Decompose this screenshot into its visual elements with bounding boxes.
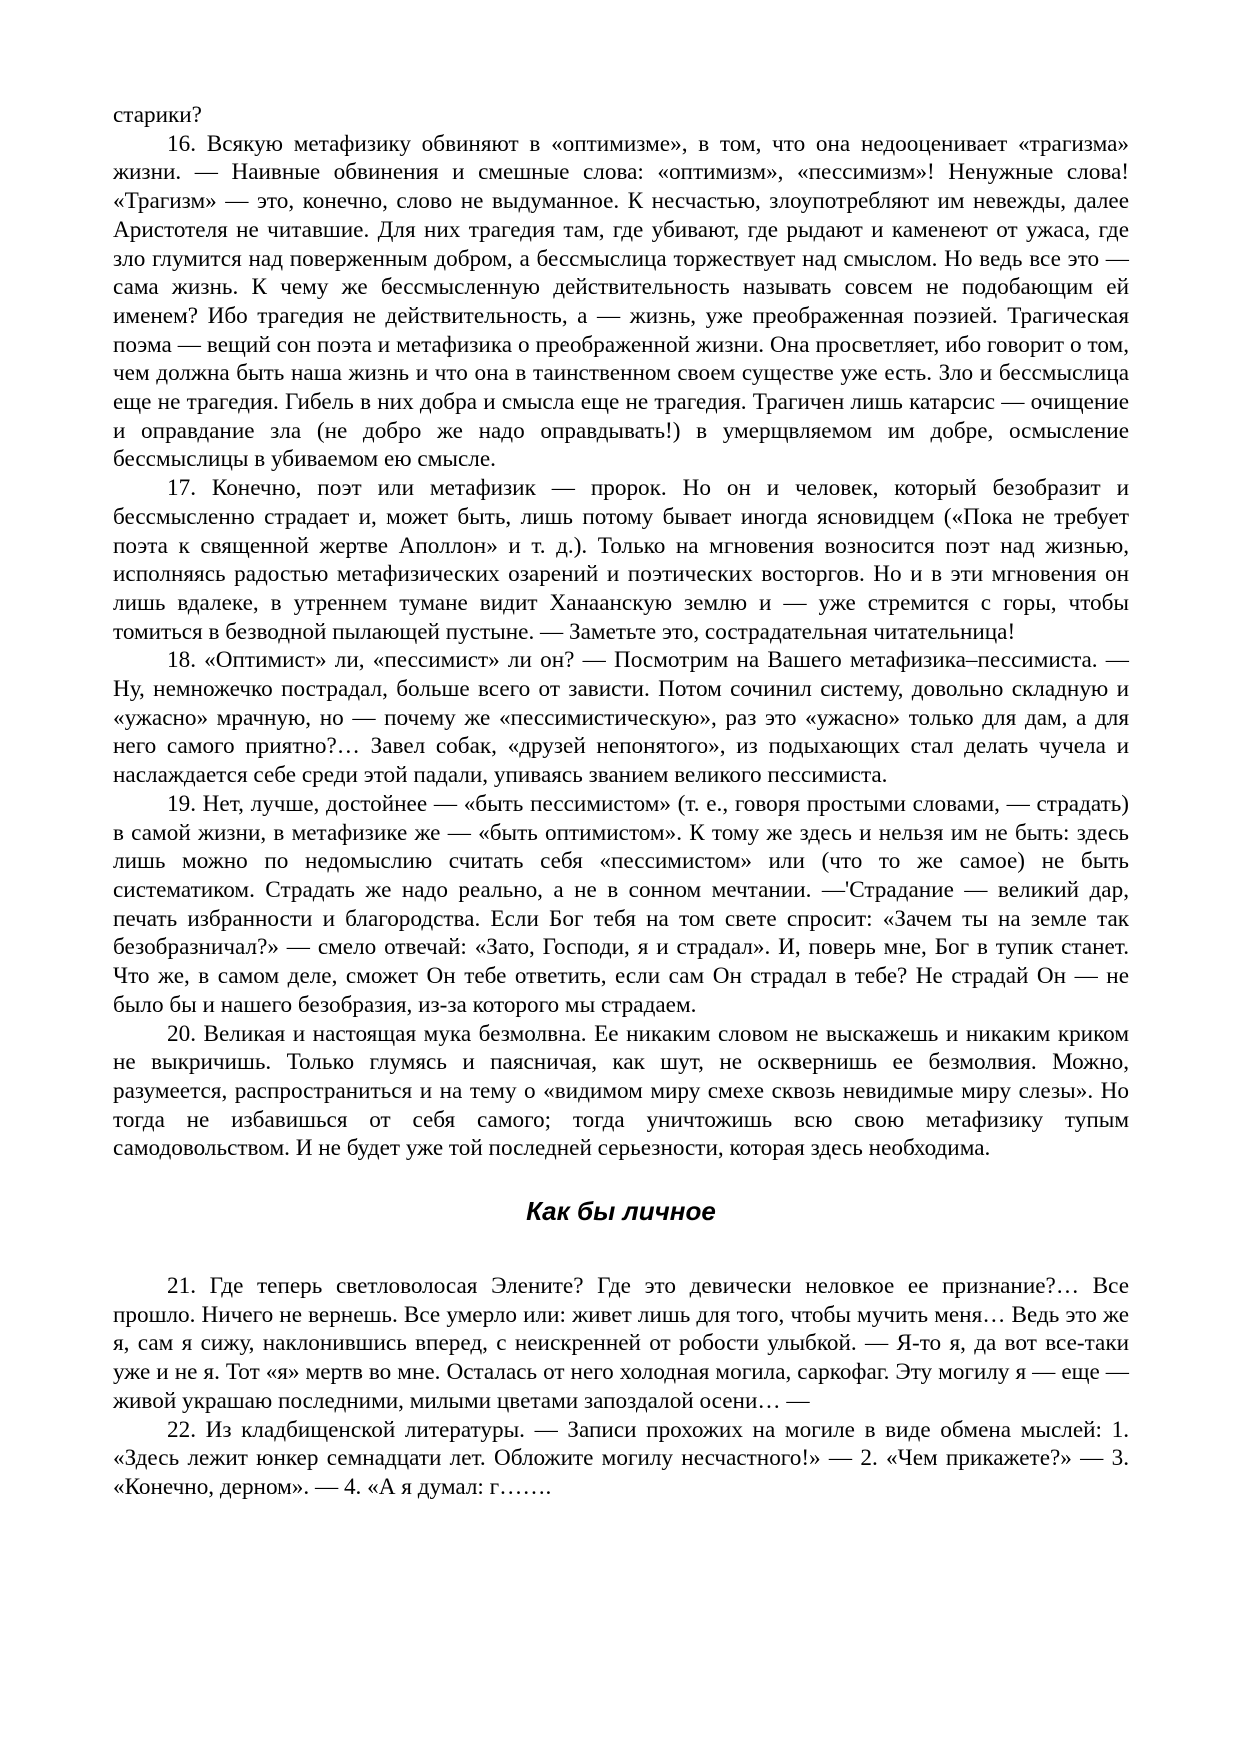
paragraph-17: 17. Конечно, поэт или метафизик — пророк. Но он и человек, который безобразит и бессмысленно страдает и, может быть, лишь потому бывает иногда ясновидцем («Пока не требует поэта к священной жертве Аполлон» и т. д.). Только на мгновения возносится поэт над жизнью, исполняясь радостью метафизических озарений и поэтических восторгов. Но и в эти мгновения он лишь вдалеке, в утреннем тумане видит Ханаанскую землю и — уже стремится с горы, чтобы томиться в безводной пылающей пустыне. — Заметьте это, сострадательная читательница! [113,475,1129,645]
document-page [113,101,1129,1502]
paragraph-22: 22. Из кладбищенской литературы. — Записи прохожих на могиле в виде обмена мыслей: 1. «Здесь лежит юнкер семнадцати лет. Обложите могилу несчастного!» — 2. «Чем прикажете?» — 3. «Конечно, дерном». — 4. «А я думал: г……. [113,1416,1129,1500]
paragraph-18: 18. «Оптимист» ли, «пессимист» ли он? — Посмотрим на Вашего метафизика–пессимиста. — Ну, немножечко пострадал, больше всего от зависти. Потом сочинил систему, довольно складную и «ужасно» мрачную, но — почему же «пессимистическую», раз это «ужасно» только для дам, а для него самого приятно?… Завел собак, «друзей непонятого», из подыхающих стал делать чучела и наслаждается себе среди этой падали, упиваясь званием великого пессимиста. [113,647,1129,789]
paragraph-21: 21. Где теперь светловолосая Элените? Где это девически неловкое ее признание?… Все прошло. Ничего не вернешь. Все умерло или: живет лишь для того, чтобы мучить меня… Ведь это же я, сам я сижу, наклонившись вперед, с неискренней от робости улыбкой. — Я-то я, да вот все-таки уже и не я. Тот «я» мертв во мне. Осталась от него холодная могила, саркофаг. Эту могилу я — еще — живой украшаю последними, милыми цветами запоздалой осени… — [113,1273,1129,1414]
section-heading: Как бы личное [526,1196,716,1227]
paragraph-16: 16. Всякую метафизику обвиняют в «оптимизме», в том, что она недооценивает «трагизма» жизни. — Наивные обвинения и смешные слова: «оптимизм», «пессимизм»! Ненужные слова! «Трагизм» — это, конечно, слово не выдуманное. К несчастью, злоупотребляют им невежды, далее Аристотеля не читавшие. Для них трагедия там, где убивают, где рыдают и каменеют от ужаса, где зло глумится над поверженным добром, а бессмыслица торжествует над смыслом. Но ведь все это — сама жизнь. К чему же бессмысленную действительность называть совсем не подобающим ей именем? Ибо трагедия не действительность, а — жизнь, уже преображенная поэзией. Трагическая поэма — вещий сон поэта и метафизика о преображенной жизни. Она просветляет, ибо говорит о том, чем должна быть наша жизнь и что она в таинственном своем существе уже есть. Зло и бессмыслица еще не трагедия. Гибель в них добра и смысла еще не трагедия. Трагичен лишь катарсис — очищение и оправдание зла (не добро же надо оправдывать!) в умерщвляемом им добре, осмысление бессмыслицы в убиваемом ею смысле. [113,130,1129,473]
paragraph-20: 20. Великая и настоящая мука безмолвна. Ее никаким словом не выскажешь и никаким криком не выкричишь. Только глумясь и паясничая, как шут, не осквернишь ее безмолвия. Можно, разумеется, распространиться и на тему о «видимом миру смехе сквозь невидимые миру слезы». Но тогда не избавишься от себя самого; тогда уничтожишь всю свою метафизику тупым самодовольством. И не будет уже той последней серьезности, которая здесь необходима. [113,1020,1129,1162]
opening-fragment: старики? [113,102,202,128]
paragraph-19: 19. Нет, лучше, достойнее — «быть пессимистом» (т. е., говоря простыми словами, — страдать) в самой жизни, в метафизике же — «быть оптимистом». К тому же здесь и нельзя им не быть: здесь лишь можно по недомыслию считать себя «пессимистом» или (что то же самое) не быть систематиком. Страдать же надо реально, а не в сонном мечтании. —'Страдание — великий дар, печать избранности и благородства. Если Бог тебя на том свете спросит: «Зачем ты на земле так безобразничал?» — смело отвечай: «Зато, Господи, я и страдал». И, поверь мне, Бог в тупик станет. Что же, в самом деле, сможет Он тебе ответить, если сам Он страдал в тебе? Не страдай Он — не было бы и нашего безобразия, из-за которого мы страдаем. [113,790,1129,1018]
